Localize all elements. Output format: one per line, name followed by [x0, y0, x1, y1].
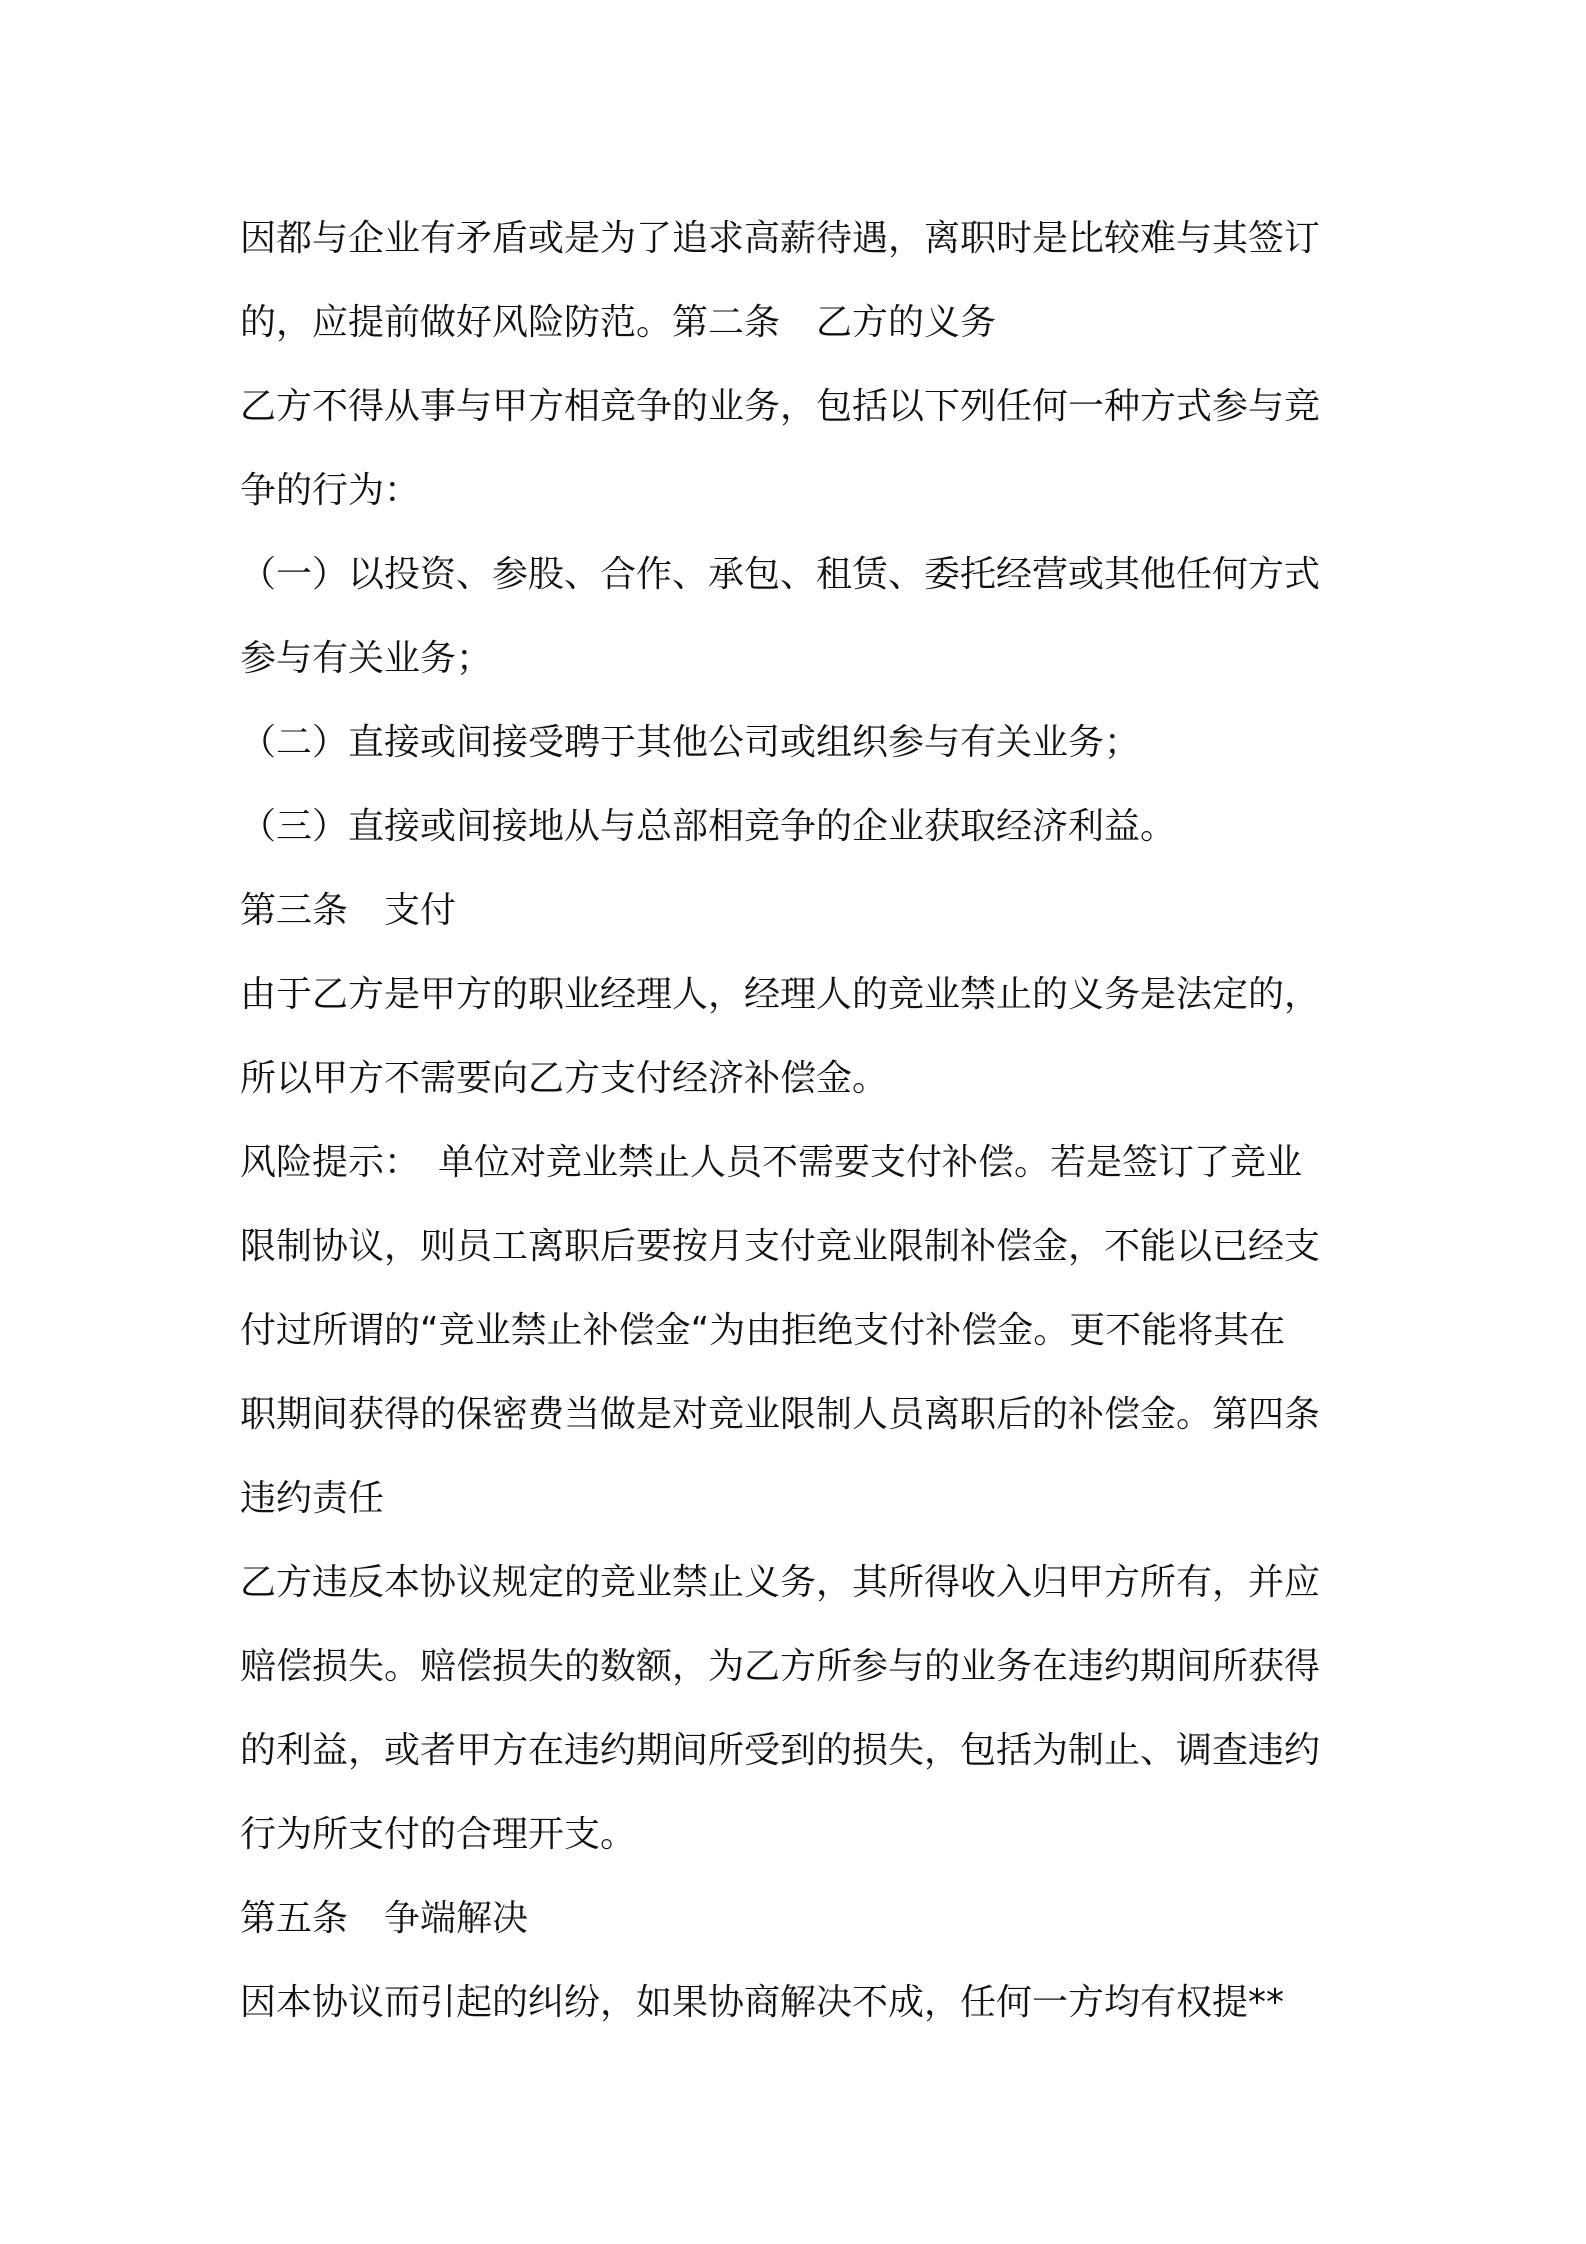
text-line: （一）以投资、参股、合作、承包、租赁、委托经营或其他任何方式	[240, 554, 1321, 595]
text-line: 因本协议而引起的纠纷，如果协商解决不成，任何一方均有权提**	[240, 1982, 1285, 2023]
text-line: （二）直接或间接受聘于其他公司或组织参与有关业务；	[240, 722, 1141, 763]
document-page	[240, 197, 1360, 2045]
text-line: 因都与企业有矛盾或是为了追求高薪待遇，离职时是比较难与其签订	[240, 218, 1321, 259]
text-line: （三）直接或间接地从与总部相竞争的企业获取经济利益。	[240, 806, 1177, 847]
text-line: 的，应提前做好风险防范。第二条 乙方的义务	[240, 302, 997, 343]
text-line: 的利益，或者甲方在违约期间所受到的损失，包括为制止、调查违约	[240, 1730, 1321, 1771]
section-heading: 违约责任	[240, 1478, 385, 1519]
section-heading: 第五条 争端解决	[240, 1898, 529, 1939]
text-line: 参与有关业务；	[240, 638, 493, 679]
text-line: 赔偿损失。赔偿损失的数额，为乙方所参与的业务在违约期间所获得	[240, 1646, 1321, 1687]
text-line: 所以甲方不需要向乙方支付经济补偿金。	[240, 1058, 889, 1099]
text-line: 行为所支付的合理开支。	[240, 1814, 637, 1855]
text-line: 争的行为：	[240, 470, 421, 511]
section-heading: 第三条 支付	[240, 890, 457, 931]
text-line: 由于乙方是甲方的职业经理人，经理人的竞业禁止的义务是法定的，	[240, 974, 1321, 1015]
text-line: 付过所谓的“竞业禁止补偿金“为由拒绝支付补偿金。更不能将其在	[240, 1310, 1286, 1351]
risk-note-line: 风险提示： 单位对竞业禁止人员不需要支付补偿。若是签订了竞业	[240, 1142, 1303, 1183]
text-line: 限制协议，则员工离职后要按月支付竞业限制补偿金，不能以已经支	[240, 1226, 1321, 1267]
text-line: 职期间获得的保密费当做是对竞业限制人员离职后的补偿金。第四条	[240, 1394, 1321, 1435]
text-line: 乙方违反本协议规定的竞业禁止义务，其所得收入归甲方所有，并应	[240, 1562, 1321, 1603]
text-line: 乙方不得从事与甲方相竞争的业务，包括以下列任何一种方式参与竞	[240, 386, 1321, 427]
